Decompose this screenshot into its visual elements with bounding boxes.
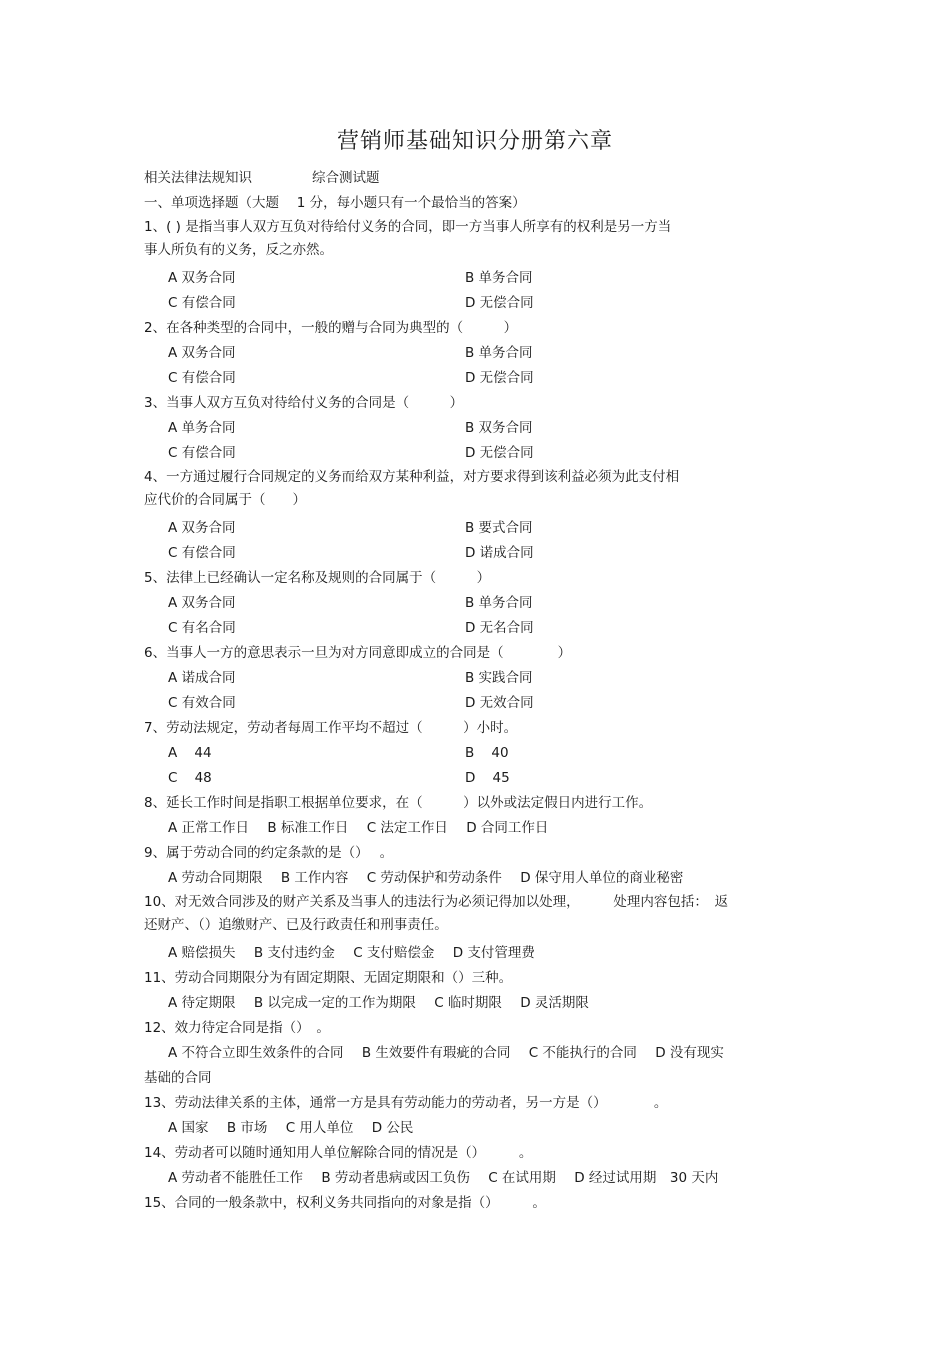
option: A 不符合立即生效条件的合同 xyxy=(168,1045,344,1061)
question-stem: 15、合同的一般条款中，权利义务共同指向的对象是指（） 。 xyxy=(144,1195,546,1211)
option: C 48 xyxy=(168,770,212,786)
options-row xyxy=(144,991,814,1016)
option: B 生效要件有瑕疵的合同 xyxy=(361,1045,511,1061)
option: B 单务合同 xyxy=(465,270,533,286)
option-wrap: 基础的合同 xyxy=(144,1070,212,1086)
subtitle-left: 相关法律法规知识 xyxy=(144,170,252,186)
option: A 双务合同 xyxy=(168,270,236,286)
question-stem: 还财产、（）追缴财产、已及行政责任和刑事责任。 xyxy=(144,917,448,933)
option: B 劳动者患病或因工负伤 xyxy=(321,1170,470,1186)
option: A 诺成合同 xyxy=(168,670,236,686)
options-row xyxy=(144,866,814,891)
option: D 支付管理费 xyxy=(452,945,535,961)
option: C 在试用期 xyxy=(488,1170,556,1186)
option: B 要式合同 xyxy=(465,520,533,536)
option: A 44 xyxy=(168,745,212,761)
option: A 待定期限 xyxy=(168,995,236,1011)
options-row xyxy=(144,1166,814,1191)
question-stem: 10、对无效合同涉及的财产关系及当事人的违法行为必须记得加以处理， 处理内容包括： 返 xyxy=(144,894,729,910)
option: C 劳动保护和劳动条件 xyxy=(366,870,502,886)
option: D 经过试用期 30 天内 xyxy=(574,1170,719,1186)
option: D 45 xyxy=(465,770,510,786)
options-grid xyxy=(144,666,814,716)
option: A 双务合同 xyxy=(168,595,236,611)
options-grid xyxy=(144,591,814,641)
option: B 市场 xyxy=(226,1120,268,1136)
option: D 无偿合同 xyxy=(465,370,534,386)
options-grid xyxy=(144,416,814,466)
option: D 公民 xyxy=(371,1120,414,1136)
section-heading: 一、单项选择题（大题 1 分，每小题只有一个最恰当的答案） xyxy=(144,195,526,211)
question-stem: 6、当事人一方的意思表示一旦为对方同意即成立的合同是（ ） xyxy=(144,645,572,661)
option: A 双务合同 xyxy=(168,520,236,536)
option: B 以完成一定的工作为期限 xyxy=(253,995,416,1011)
option: D 合同工作日 xyxy=(466,820,549,836)
question-stem: 12、效力待定合同是指（） 。 xyxy=(144,1020,330,1036)
option: D 无偿合同 xyxy=(465,295,534,311)
option: C 有偿合同 xyxy=(168,370,236,386)
option: D 保守用人单位的商业秘密 xyxy=(520,870,684,886)
option: C 有偿合同 xyxy=(168,545,236,561)
question-stem: 3、当事人双方互负对待给付义务的合同是（ ） xyxy=(144,395,464,411)
option: A 双务合同 xyxy=(168,345,236,361)
question-stem: 1、( ) 是指当事人双方互负对待给付义务的合同，即一方当事人所享有的权利是另一方当 xyxy=(144,219,672,235)
option: C 用人单位 xyxy=(285,1120,354,1136)
question-stem: 4、一方通过履行合同规定的义务而给双方某种利益，对方要求得到该利益必须为此支付相 xyxy=(144,469,680,485)
options-grid xyxy=(144,516,814,566)
options-row xyxy=(144,941,814,966)
option: D 灵活期限 xyxy=(520,995,589,1011)
option: A 单务合同 xyxy=(168,420,236,436)
question-stem: 13、劳动法律关系的主体，通常一方是具有劳动能力的劳动者，另一方是（） 。 xyxy=(144,1095,668,1111)
option: C 有偿合同 xyxy=(168,295,236,311)
option: A 国家 xyxy=(168,1120,209,1136)
question-stem: 8、延长工作时间是指职工根据单位要求，在（ ）以外或法定假日内进行工作。 xyxy=(144,795,653,811)
option: D 没有现实 xyxy=(655,1045,724,1061)
option: A 正常工作日 xyxy=(168,820,250,836)
options-grid xyxy=(144,266,814,316)
options-grid xyxy=(144,741,814,791)
question-stem: 应代价的合同属于（ ） xyxy=(144,492,306,508)
option: B 实践合同 xyxy=(465,670,533,686)
document-content xyxy=(144,166,814,1216)
subtitle-right: 综合测试题 xyxy=(312,170,380,186)
question-stem: 5、法律上已经确认一定名称及规则的合同属于（ ） xyxy=(144,570,491,586)
option: C 临时期限 xyxy=(434,995,502,1011)
option: C 有效合同 xyxy=(168,695,236,711)
option: A 劳动者不能胜任工作 xyxy=(168,1170,304,1186)
option: B 单务合同 xyxy=(465,345,533,361)
question-stem: 9、属于劳动合同的约定条款的是（） 。 xyxy=(144,845,394,861)
option: D 无偿合同 xyxy=(465,445,534,461)
question-stem: 2、在各种类型的合同中，一般的赠与合同为典型的（ ） xyxy=(144,320,518,336)
options-grid xyxy=(144,341,814,391)
question-stem: 14、劳动者可以随时通知用人单位解除合同的情况是（） 。 xyxy=(144,1145,533,1161)
options-row xyxy=(144,1116,814,1141)
option: B 支付违约金 xyxy=(253,945,335,961)
question-stem: 7、劳动法规定，劳动者每周工作平均不超过（ ）小时。 xyxy=(144,720,518,736)
document-title: 营销师基础知识分册第六章 xyxy=(336,129,613,154)
option: C 不能执行的合同 xyxy=(528,1045,637,1061)
subtitle-line xyxy=(144,166,814,191)
question-stem: 事人所负有的义务，反之亦然。 xyxy=(144,242,333,258)
option: A 劳动合同期限 xyxy=(168,870,263,886)
option: B 40 xyxy=(465,745,509,761)
option: B 标准工作日 xyxy=(267,820,349,836)
option: D 诺成合同 xyxy=(465,545,534,561)
options-row xyxy=(144,1041,814,1066)
option: A 赔偿损失 xyxy=(168,945,236,961)
option: D 无效合同 xyxy=(465,695,534,711)
option: B 工作内容 xyxy=(280,870,349,886)
option: C 有名合同 xyxy=(168,620,236,636)
option: C 支付赔偿金 xyxy=(353,945,435,961)
option: C 法定工作日 xyxy=(366,820,448,836)
option: B 单务合同 xyxy=(465,595,533,611)
option: B 双务合同 xyxy=(465,420,533,436)
question-stem: 11、劳动合同期限分为有固定期限、无固定期限和（）三种。 xyxy=(144,970,513,986)
options-row xyxy=(144,816,814,841)
option: C 有偿合同 xyxy=(168,445,236,461)
option: D 无名合同 xyxy=(465,620,534,636)
